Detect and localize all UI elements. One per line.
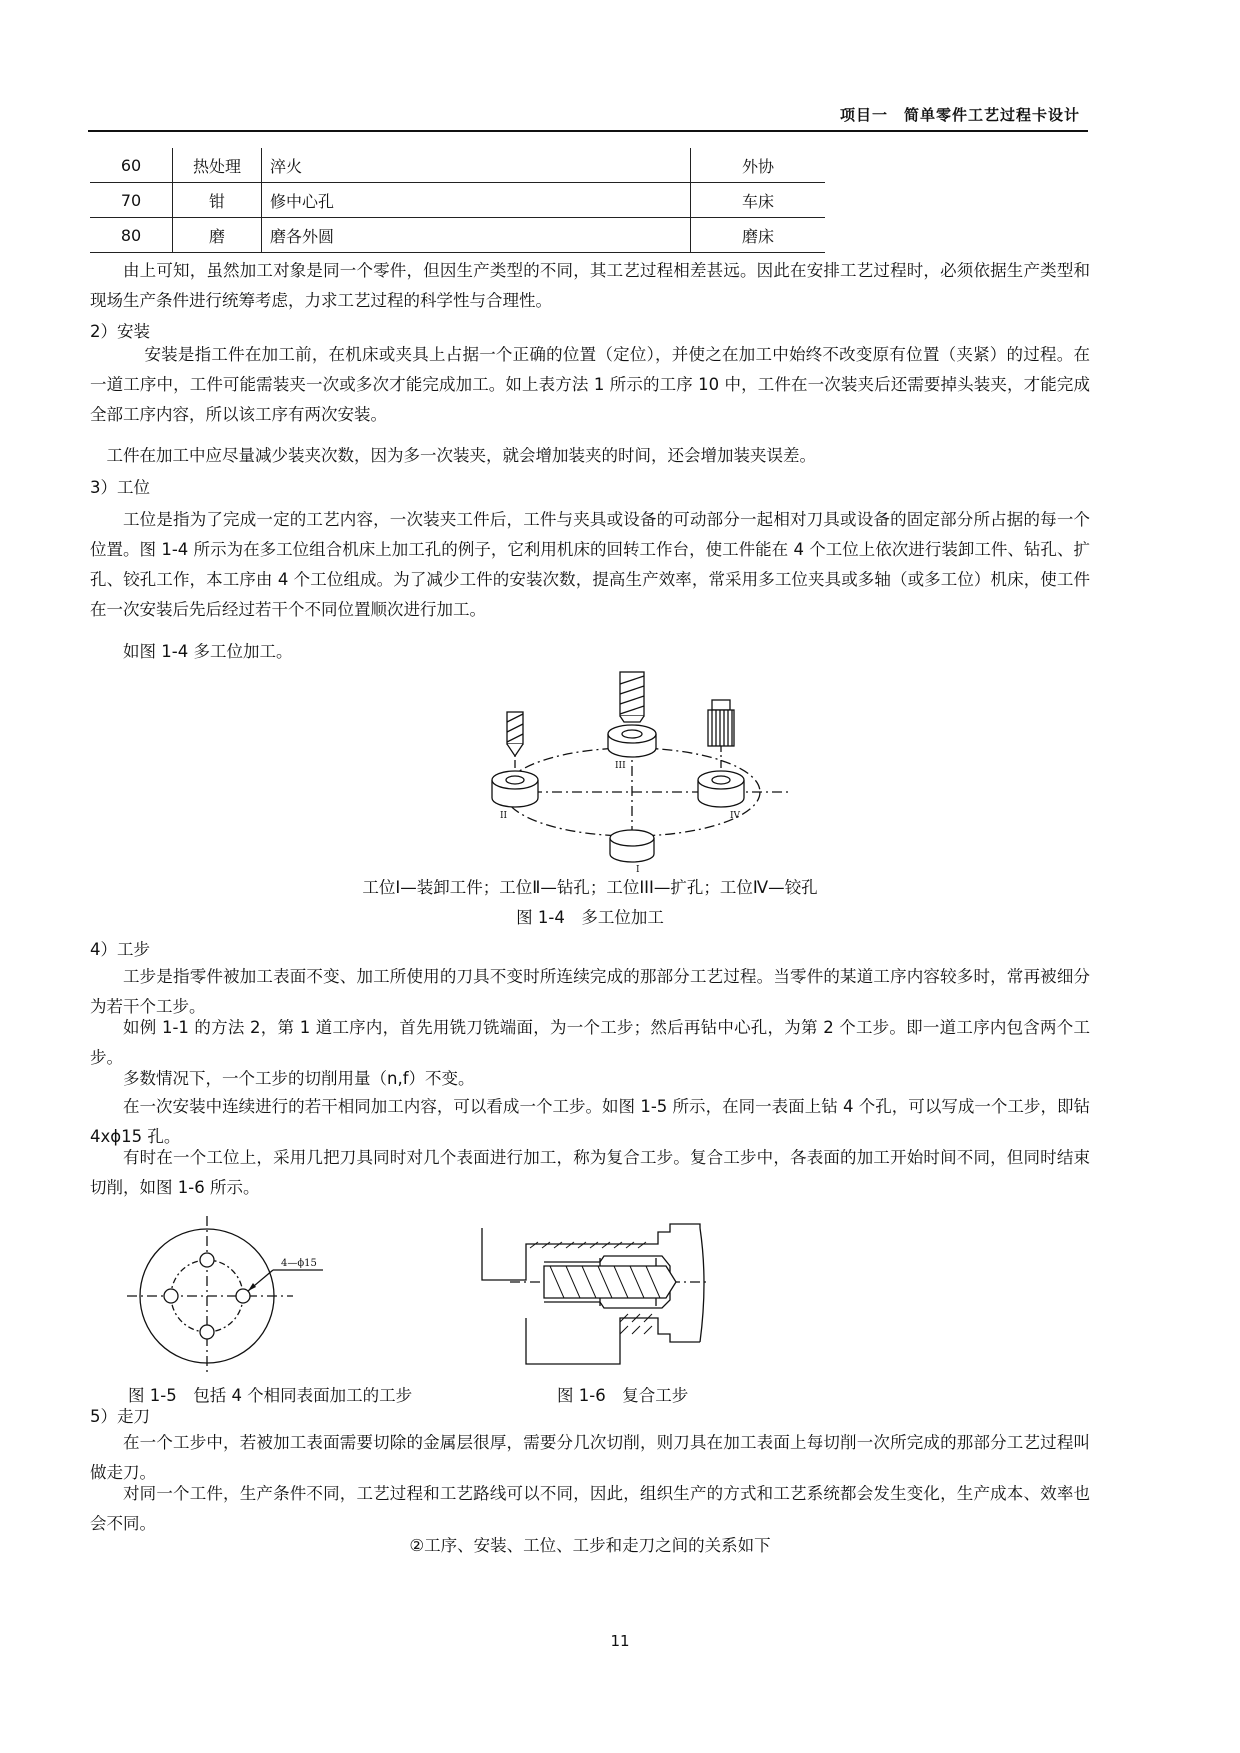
- paragraph: 安装是指工件在加工前，在机床或夹具上占据一个正确的位置（定位），并使之在加工中始终不改变原有位置（夹紧）的过程。在一道工序中，工件可能需装夹一次或多次才能完成加工。如上表方法 1 所示的工序 10 中，工件在一次装夹后还需要掉头装夹，才能完成全部工序内容，所以该工序有两次安装。: [90, 345, 1090, 424]
- paragraph: ②工序、安装、工位、工步和走刀之间的关系如下: [409, 1536, 771, 1555]
- paragraph: 工步是指零件被加工表面不变、加工所使用的刀具不变时所连续完成的那部分工艺过程。当零件的某道工序内容较多时，常再被细分为若干个工步。: [90, 967, 1090, 1016]
- table-cell-no: 80: [90, 218, 173, 253]
- station-label-iii: III: [615, 761, 626, 771]
- paragraph: 多数情况下，一个工步的切削用量（n,f）不变。: [123, 1069, 475, 1088]
- paragraph: 在一个工步中，若被加工表面需要切除的金属层很厚，需要分几次切削，则刀具在加工表面上每切削一次所完成的那部分工艺过程叫做走刀。: [90, 1433, 1090, 1482]
- table-cell-no: 70: [90, 183, 173, 218]
- hole-dimension-label: 4—ϕ15: [281, 1258, 317, 1269]
- station-label-i: I: [636, 865, 640, 873]
- table-cell-equipment: 外协: [691, 148, 826, 183]
- table-cell-equipment: 车床: [691, 183, 826, 218]
- station-label-ii: II: [500, 811, 508, 821]
- paragraph: 在一次安装中连续进行的若干相同加工内容，可以看成一个工步。如图 1-5 所示，在同一表面上钻 4 个孔，可以写成一个工步，即钻 4xϕ15 孔。: [90, 1097, 1090, 1146]
- paragraph: 如图 1-4 多工位加工。: [123, 642, 293, 661]
- section-heading-pass: 5）走刀: [90, 1407, 150, 1426]
- paragraph: 工位是指为了完成一定的工艺内容，一次装夹工件后，工件与夹具或设备的可动部分一起相对刀具或设备的固定部分所占据的每一个位置。图 1-4 所示为在多工位组合机床上加工孔的例子，它利用机床的回转工作台，使工件能在 4 个工位上依次进行装卸工件、钻孔、扩孔、铰孔工作，本工序由 4 个工位组成。为了减少工件的安装次数，提高生产效率，常采用多工位夹具或多轴（或多工位）机床，使工件在一次安装后先后经过若干个不同位置顺次进行加工。: [90, 510, 1090, 619]
- figure-caption: 图 1-6 复合工步: [557, 1386, 689, 1405]
- table-cell-equipment: 磨床: [691, 218, 826, 253]
- table-row: [90, 218, 825, 253]
- figure-legend: 工位Ⅰ—装卸工件；工位Ⅱ—钻孔；工位III—扩孔；工位Ⅳ—铰孔: [362, 878, 818, 897]
- process-table: [90, 148, 825, 253]
- station-label-iv: IV: [730, 811, 741, 821]
- section-heading-step: 4）工步: [90, 940, 150, 959]
- paragraph: 有时在一个工位上，采用几把刀具同时对几个表面进行加工，称为复合工步。复合工步中，各表面的加工开始时间不同，但同时结束切削，如图 1-6 所示。: [90, 1148, 1090, 1197]
- paragraph: 如例 1-1 的方法 2，第 1 道工序内，首先用铣刀铣端面，为一个工步；然后再钻中心孔，为第 2 个工步。即一道工序内包含两个工步。: [90, 1018, 1090, 1067]
- header-rule: [88, 130, 1088, 132]
- figure-multi-station: [490, 668, 790, 873]
- table-cell-type: 钳: [173, 183, 262, 218]
- figure-caption: 图 1-4 多工位加工: [516, 908, 664, 927]
- table-cell-type: 磨: [173, 218, 262, 253]
- table-row: [90, 148, 825, 183]
- table-cell-content: 修中心孔: [262, 183, 691, 218]
- table-cell-type: 热处理: [173, 148, 262, 183]
- table-cell-no: 60: [90, 148, 173, 183]
- figure-caption: 图 1-5 包括 4 个相同表面加工的工步: [128, 1386, 413, 1405]
- running-header: 项目一 简单零件工艺过程卡设计: [839, 106, 1080, 124]
- section-heading-install: 2）安装: [90, 322, 150, 341]
- table-row: [90, 183, 825, 218]
- paragraph: 对同一个工件，生产条件不同，工艺过程和工艺路线可以不同，因此，组织生产的方式和工艺系统都会发生变化，生产成本、效率也会不同。: [90, 1484, 1090, 1533]
- page-number: 11: [610, 1632, 630, 1650]
- table-cell-content: 磨各外圆: [262, 218, 691, 253]
- figure-four-holes: [125, 1212, 325, 1380]
- paragraph: 工件在加工中应尽量减少装夹次数，因为多一次装夹，就会增加装夹的时间，还会增加装夹误差。: [106, 446, 816, 465]
- figure-compound-step: [480, 1222, 720, 1372]
- section-heading-station: 3）工位: [90, 478, 150, 497]
- paragraph: 由上可知，虽然加工对象是同一个零件，但因生产类型的不同，其工艺过程相差甚远。因此在安排工艺过程时，必须依据生产类型和现场生产条件进行统筹考虑，力求工艺过程的科学性与合理性。: [90, 261, 1090, 310]
- table-cell-content: 淬火: [262, 148, 691, 183]
